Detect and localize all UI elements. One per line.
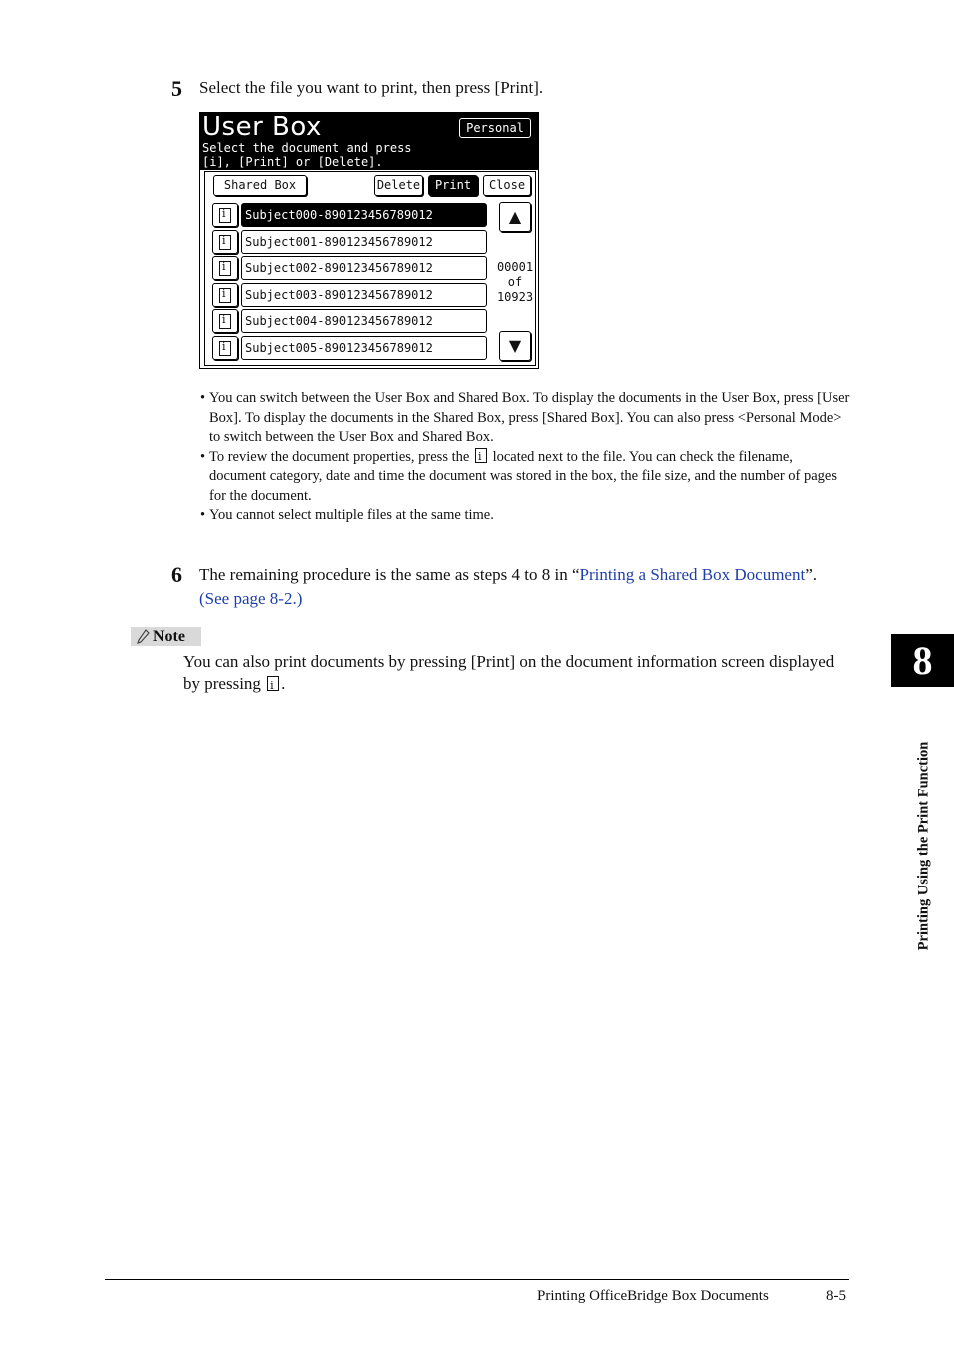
counter-current: 00001 [496, 260, 534, 274]
page-counter [495, 260, 535, 305]
personal-button[interactable]: Personal [459, 118, 531, 138]
screen-header [200, 113, 538, 170]
info-icon[interactable] [212, 283, 238, 307]
step-6-text: The remaining procedure is the same as steps 4 to 8 in “Printing a Shared Box Document”. (See page 8-2.) [199, 565, 817, 608]
bullet-list [200, 389, 850, 526]
link-see-page[interactable]: (See page 8-2.) [199, 589, 303, 608]
scroll-up-button[interactable]: ▲ [499, 202, 531, 232]
screen-instruction: Select the document and press [i], [Print] or [Delete]. [202, 141, 412, 169]
file-row[interactable]: Subject000-890123456789012 [241, 203, 487, 227]
screen-title: User Box [202, 112, 322, 142]
screen-body [204, 171, 536, 366]
info-icon[interactable] [212, 230, 238, 254]
bullet-single-select: • You cannot select multiple files at the same time. [200, 506, 850, 526]
info-icon[interactable] [212, 203, 238, 227]
bullet-switch-box: • You can switch between the User Box and Shared Box. To display the documents in the User Box, press [User Box]. To display the documents in the Shared Box, press [Shared Box]. You can also press <Personal Mode> to switch between the User Box and Shared Box. [200, 389, 850, 448]
file-row[interactable]: Subject004-890123456789012 [241, 309, 487, 333]
footer-title: Printing OfficeBridge Box Documents [537, 1288, 769, 1304]
info-icon [475, 448, 487, 463]
side-chapter-title: Printing Using the Print Function [915, 741, 932, 951]
bullet-review-properties: • To review the document properties, press the i located next to the file. You can check the filename, document category, date and time the document was stored in the box, the file size, and the number of pages for the document. [200, 448, 850, 507]
close-button[interactable]: Close [483, 175, 531, 196]
info-icon[interactable] [212, 336, 238, 360]
shared-box-button[interactable]: Shared Box [213, 175, 307, 196]
info-glyph-icon [219, 314, 231, 329]
step-number-5: 5 [171, 76, 182, 101]
info-glyph-icon [219, 208, 231, 223]
counter-of: of [507, 275, 523, 289]
info-glyph-icon [219, 261, 231, 276]
info-glyph-icon [219, 288, 231, 303]
step-5-text: Select the file you want to print, then press [Print]. [199, 78, 544, 97]
scroll-down-button[interactable]: ▼ [499, 331, 531, 361]
info-glyph-icon [219, 235, 231, 250]
info-icon[interactable] [212, 309, 238, 333]
user-box-screen [199, 112, 539, 369]
file-row[interactable]: Subject001-890123456789012 [241, 230, 487, 254]
info-icon[interactable] [212, 256, 238, 280]
footer-rule [105, 1279, 849, 1280]
file-row[interactable]: Subject005-890123456789012 [241, 336, 487, 360]
counter-total: 10923 [496, 290, 534, 304]
step-number-6: 6 [171, 562, 182, 587]
link-printing-shared-box[interactable]: Printing a Shared Box Document [579, 565, 806, 584]
print-button[interactable]: Print [428, 175, 478, 196]
footer-page-number: 8-5 [826, 1288, 846, 1304]
file-row[interactable]: Subject002-890123456789012 [241, 256, 487, 280]
file-row[interactable]: Subject003-890123456789012 [241, 283, 487, 307]
note-text: You can also print documents by pressing [Print] on the document information screen displayed by pressing i . [183, 651, 853, 695]
info-glyph-icon [219, 341, 231, 356]
pencil-icon [136, 629, 150, 644]
info-icon [267, 676, 279, 691]
chapter-tab: 8 [891, 634, 954, 687]
note-label: Note [131, 627, 201, 646]
delete-button[interactable]: Delete [374, 175, 423, 196]
